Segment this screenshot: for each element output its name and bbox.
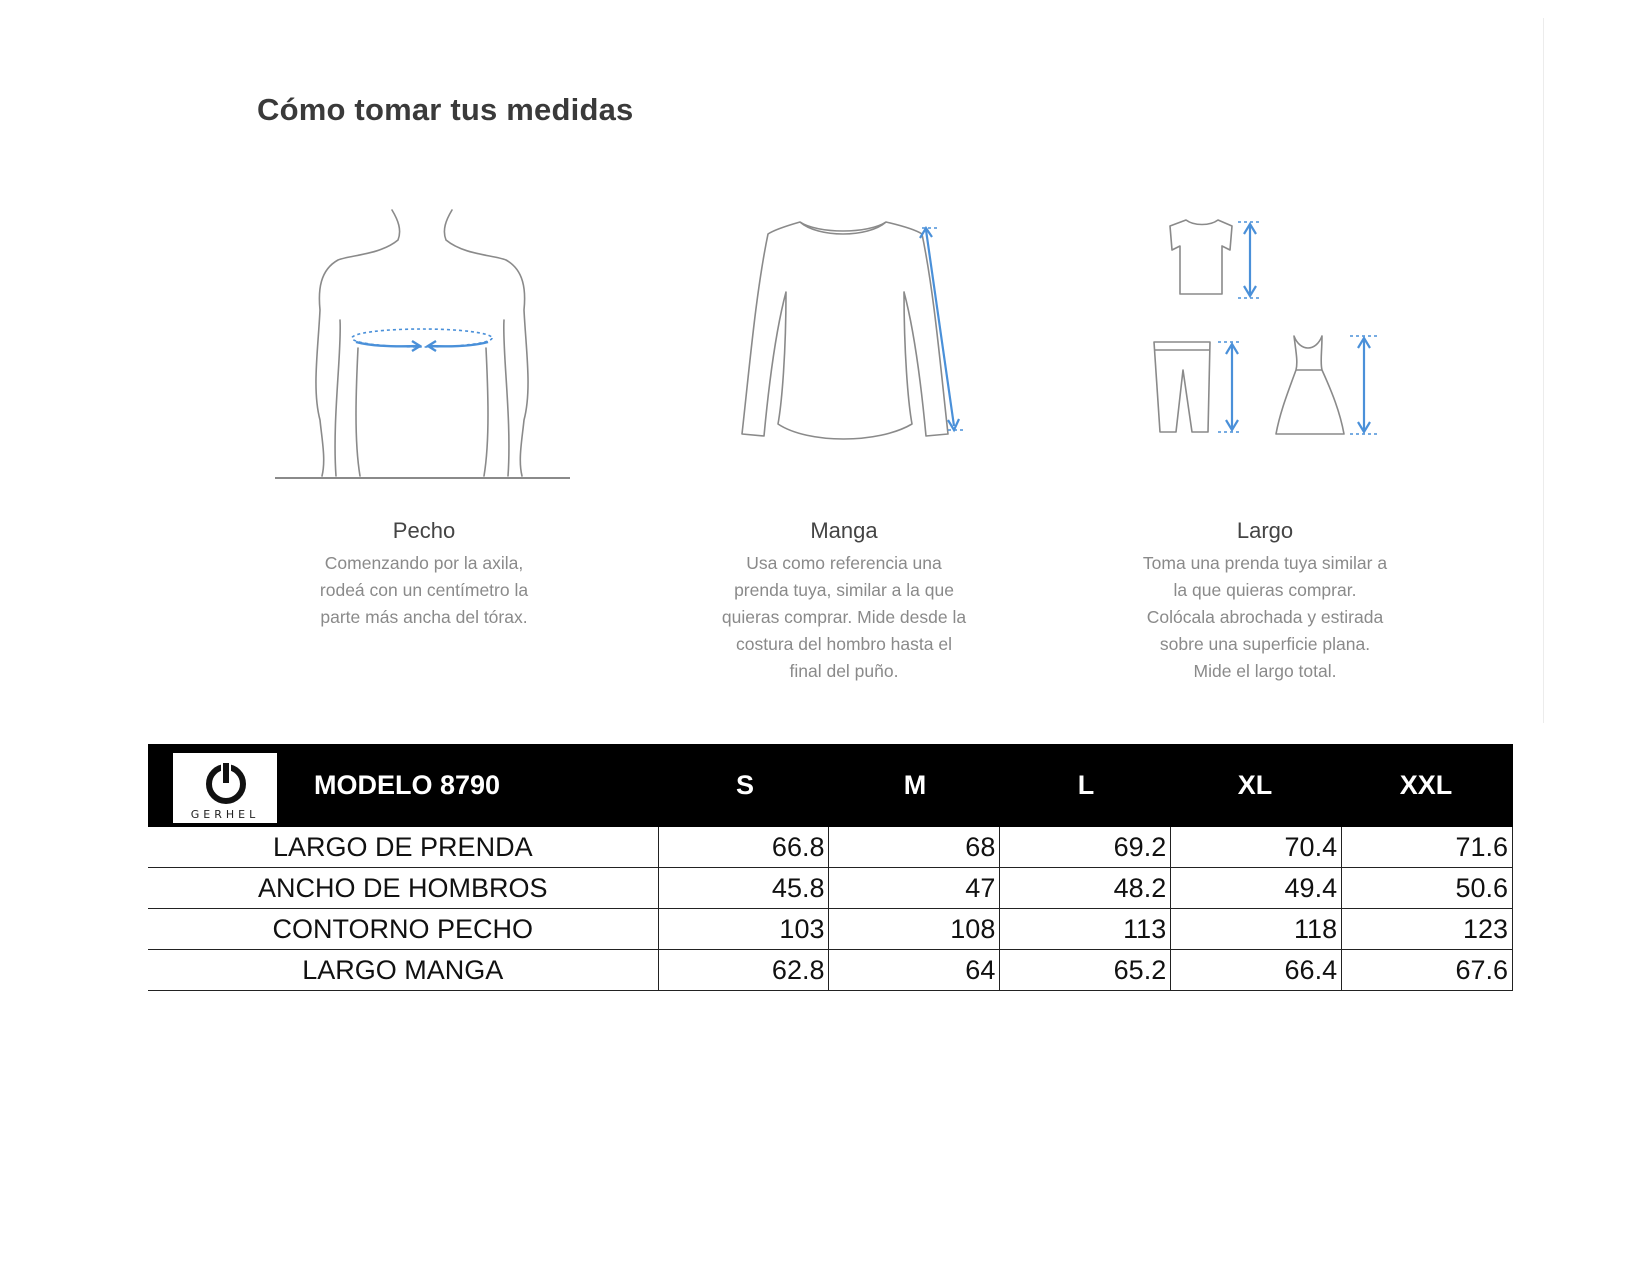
size-header-xl: XL (1237, 770, 1273, 800)
table-cell: 123 (1342, 909, 1513, 950)
sleeve-text: Usa como referencia una prenda tuya, similar a la que quieras comprar. Mide desde la costura del hombro hasta el final del puño. (721, 553, 967, 681)
table-cell: 68 (829, 827, 1000, 868)
model-label: MODELO 8790 (314, 770, 501, 800)
page-title: Cómo tomar tus medidas (257, 92, 634, 127)
table-cell: 62.8 (658, 950, 829, 991)
size-table (148, 744, 1513, 991)
table-row (148, 868, 1513, 909)
table-cell: 48.2 (1000, 868, 1171, 909)
table-cell: 49.4 (1171, 868, 1342, 909)
table-cell: 65.2 (1000, 950, 1171, 991)
table-cell: 118 (1171, 909, 1342, 950)
table-cell: 113 (1000, 909, 1171, 950)
size-table-body (148, 827, 1513, 991)
chest-text: Comenzando por la axila, rodeá con un centímetro la parte más ancha del tórax. (319, 553, 529, 627)
table-cell: 70.4 (1171, 827, 1342, 868)
table-cell: 66.4 (1171, 950, 1342, 991)
chest-illustration-icon (270, 200, 580, 490)
power-icon (203, 759, 249, 805)
sleeve-heading: Manga (810, 518, 878, 543)
length-heading: Largo (1236, 518, 1294, 543)
size-header-s: S (735, 770, 754, 800)
size-header-xxl: XXL (1399, 770, 1453, 800)
row-label: ANCHO DE HOMBROS (148, 868, 658, 909)
brand-logo (173, 753, 277, 823)
table-cell: 66.8 (658, 827, 829, 868)
table-cell: 69.2 (1000, 827, 1171, 868)
table-cell: 64 (829, 950, 1000, 991)
chest-heading: Pecho (392, 518, 456, 543)
sleeve-caption (684, 518, 1004, 685)
brand-logo-text: GERHEL (190, 808, 260, 821)
table-cell: 71.6 (1342, 827, 1513, 868)
row-label: CONTORNO PECHO (148, 909, 658, 950)
table-cell: 47 (829, 868, 1000, 909)
length-caption (1105, 518, 1425, 685)
row-label: LARGO MANGA (148, 950, 658, 991)
table-row (148, 950, 1513, 991)
row-label: LARGO DE PRENDA (148, 827, 658, 868)
table-row (148, 909, 1513, 950)
chest-caption (264, 518, 584, 631)
table-cell: 50.6 (1342, 868, 1513, 909)
length-illustration-icon (1150, 212, 1390, 442)
length-text: Toma una prenda tuya similar a la que quieras comprar. Colócala abrochada y estirada sobre una superficie plana. Mide el largo total. (1142, 553, 1388, 681)
size-table-header (148, 744, 1513, 827)
sleeve-illustration-icon (708, 212, 988, 462)
table-row (148, 827, 1513, 868)
table-cell: 108 (829, 909, 1000, 950)
size-header-l: L (1077, 770, 1095, 800)
table-cell: 45.8 (658, 868, 829, 909)
vertical-divider (1543, 18, 1544, 723)
size-header-m: M (903, 770, 927, 800)
table-cell: 103 (658, 909, 829, 950)
table-cell: 67.6 (1342, 950, 1513, 991)
